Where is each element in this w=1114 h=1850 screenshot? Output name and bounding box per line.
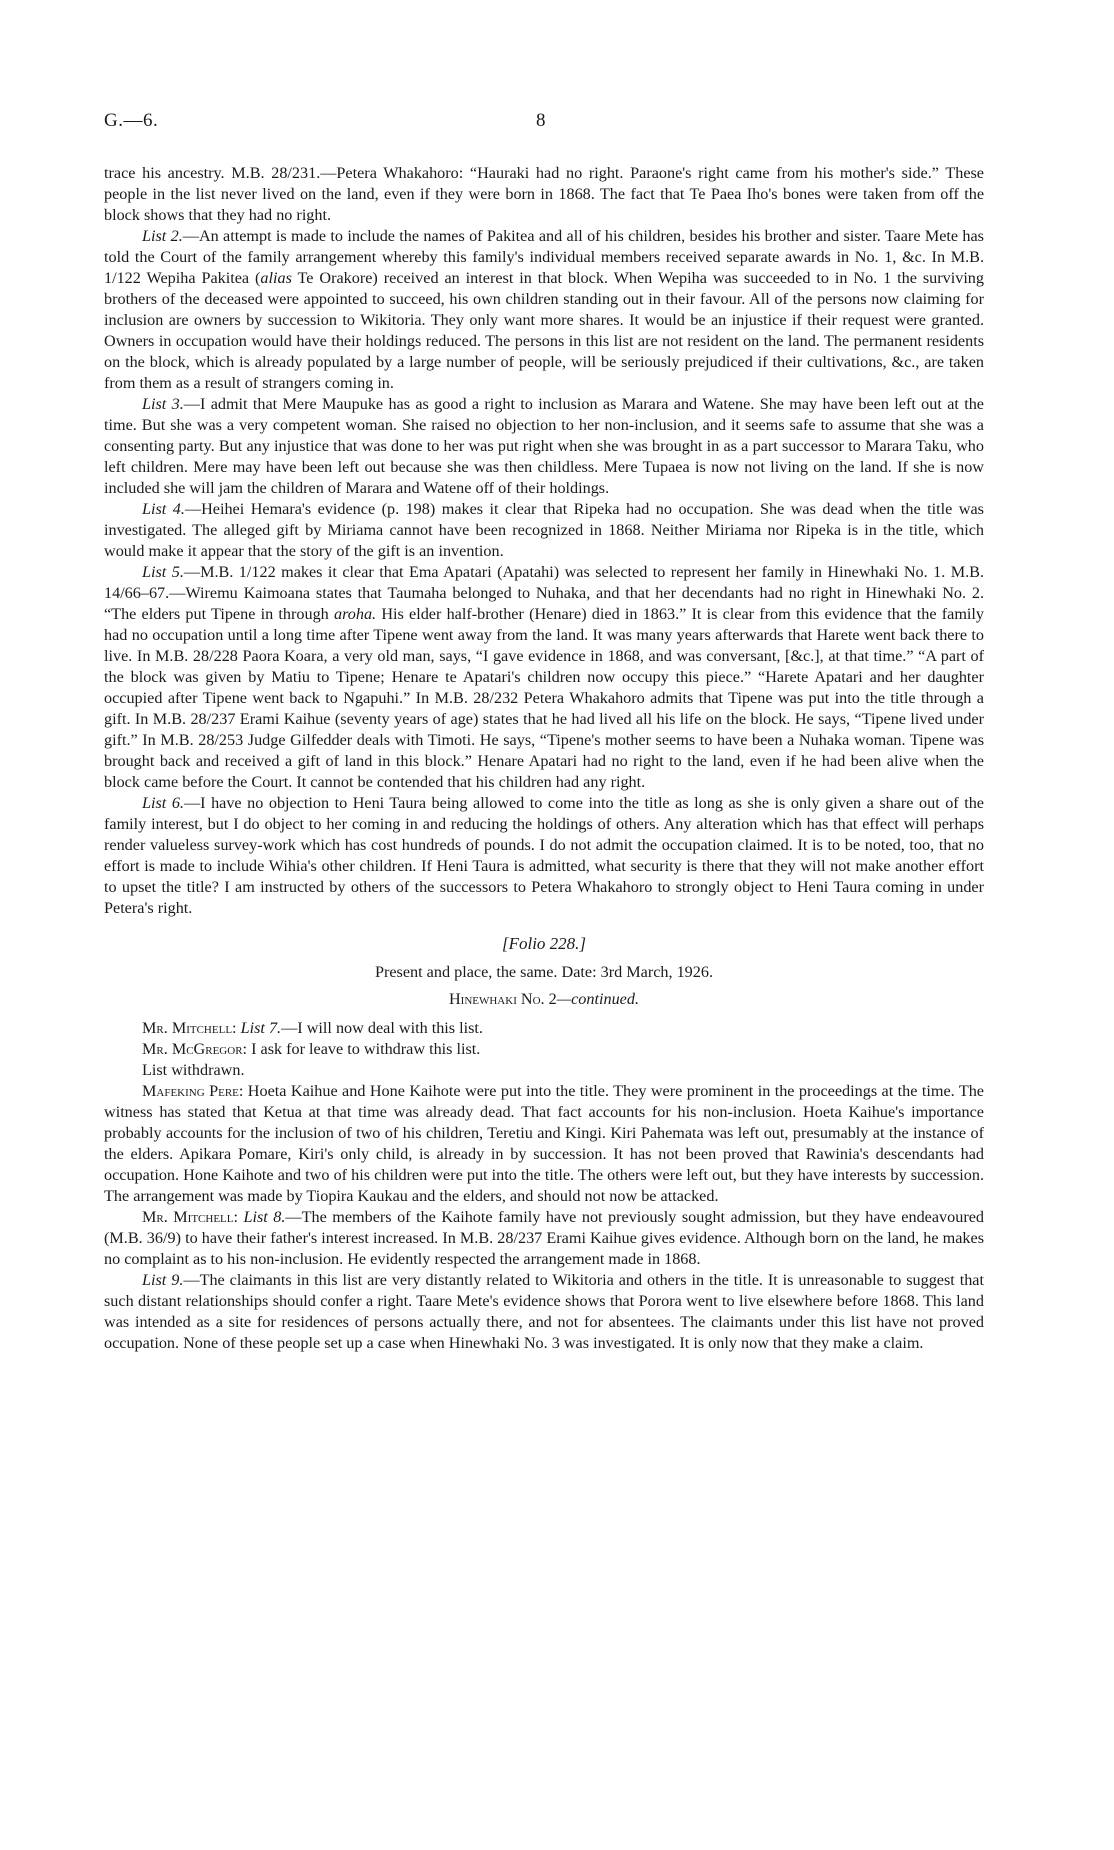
mcgregor-text: I ask for leave to withdraw this list. — [247, 1040, 481, 1058]
speaker-mcgregor: Mr. McGregor: — [142, 1040, 248, 1058]
paragraph-list-9 — [104, 1270, 984, 1354]
present-and-date: Present and place, the same. Date: 3rd March, 1926. — [374, 963, 714, 981]
document-code: G.—6. — [104, 110, 159, 131]
page-header — [104, 110, 984, 140]
list-5-text-2: His elder half-brother (Henare) died in 1863.” It is clear from this evidence that the family had no occupation until a long time after Tipene went away from the land. It was many years afterwards that Harete went back there to live. In M.B. 28/228 Paora Koara, a very old man, says, “I gave evidence in 1868, and was conversant, [&c.], at that time.” “A part of the block was given by Matiu to Tipene; Henare te Apatari's children now occupy this piece.” “Harete Apatari and her daughter occupied after Tipene went back to Ngapuhi.” In M.B. 28/232 Petera Whakahoro admits that Tipene was put into the title through a gift. In M.B. 28/237 Erami Kaihue (seventy years of age) states that he had lived all his life on the block. He says, “Tipene lived under gift.” In M.B. 28/253 Judge Gilfedder deals with Timoti. He says, “Tipene's mother seems to have been a Nuhaka woman. Tipene was brought back and received a gift of land in this block.” Henare Apatari had no right to the land, even if he had been alive when the block came before the Court. It cannot be contended that his children had any right. — [104, 605, 984, 791]
list-4-label: List 4. — [142, 500, 185, 518]
list-8-text: —The members of the Kaihote family have not previously sought admission, but they have endeavoured (M.B. 36/9) to have their father's interest increased. In M.B. 28/237 Erami Kaihue gives evidence. Although born on the land, he makes no complaint as to his non-inclusion. He evidently respected the arrangement made in 1868. — [104, 1208, 984, 1268]
subheading-continued: —continued. — [556, 990, 640, 1008]
paragraph-mcgregor — [104, 1039, 984, 1060]
section-subheading — [104, 989, 984, 1010]
list-7-text: —I will now deal with this list. — [281, 1019, 483, 1037]
paragraph-list-withdrawn: List withdrawn. — [142, 1061, 245, 1079]
list-5-text: —M.B. 1/122 makes it clear that Ema Apatari (Apatahi) was selected to represent her family in Hinewhaki No. 1. M.B. 14/66–67.—Wiremu Kaimoana states that Taumaha belonged to Nuhaka, and that her decendants had no right in Hinewhaki No. 2. “The elders put Tipene in through — [104, 563, 984, 623]
list-5-label: List 5. — [142, 563, 184, 581]
paragraph-list-7 — [104, 1018, 984, 1039]
paragraph-list-6 — [104, 793, 984, 919]
list-6-text: —I have no objection to Heni Taura being allowed to come into the title as long as she is only given a share out of the family interest, but I do object to her coming in and reducing the holdings of others. Any alteration which has that effect will perhaps render valueless survey-work which has cost hundreds of pounds. I do not admit the occupation claimed. It is to be noted, too, that no effort is made to include Wihia's other children. If Heni Taura is admitted, what security is there that they will not make another effort to upset the title? I am instructed by others of the successors to Petera Whakahoro to strongly object to Heni Taura coming in under Petera's right. — [104, 794, 984, 917]
list-2-text: —An attempt is made to include the names of Pakitea and all of his children, besides his brother and sister. Taare Mete has told the Court of the family arrangement whereby this family's individual members received separate awards in No. 1, &c. In M.B. 1/122 Wepiha Pakitea ( — [104, 227, 984, 287]
speaker-mafeking-pere: Mafeking Pere: — [142, 1082, 244, 1100]
mafeking-pere-text: Hoeta Kaihue and Hone Kaihote were put into the title. They were prominent in the proceedings at the time. The witness has stated that Ketua at that time was already dead. That fact accounts for his non-inclusion. Hoeta Kaihue's importance probably accounts for the inclusion of two of his children, Teretiu and Kingi. Kiri Pahemata was left out, presumably at the instance of the elders. Apikara Pomare, Kiri's only child, is already in by succession. It has not been proved that Rawinia's descendants had occupation. Hone Kaihote and two of his children were put into the title. The others were left out, but they have interests by succession. The arrangement was made by Tiopira Kaukau and the elders, and should not now be attacked. — [104, 1082, 984, 1205]
document-body — [104, 163, 984, 1354]
list-3-label: List 3. — [142, 395, 184, 413]
paragraph-list-8 — [104, 1207, 984, 1270]
speaker-mitchell: Mr. Mitchell: — [142, 1019, 237, 1037]
paragraph-list-5 — [104, 562, 984, 793]
list-6-label: List 6. — [142, 794, 184, 812]
paragraph-1: trace his ancestry. M.B. 28/231.—Petera Whakahoro: “Hauraki had no right. Paraone's right came from his mother's side.” These people in the list never lived on the land, even if they were born in 1868. The fact that Te Paea Iho's bones were taken from off the block shows that they had no right. — [104, 164, 984, 224]
list-5-aroha: aroha. — [333, 605, 377, 623]
list-4-text: —Heihei Hemara's evidence (p. 198) makes it clear that Ripeka had no occupation. She was dead when the title was investigated. The alleged gift by Miriama cannot have been recognized in 1868. Neither Miriama nor Ripeka is in the title, which would make it appear that the story of the gift is an invention. — [104, 500, 984, 560]
speaker-mitchell-2: Mr. Mitchell: — [142, 1208, 238, 1226]
page-number: 8 — [536, 110, 546, 131]
list-9-label: List 9. — [142, 1271, 184, 1289]
list-3-text: —I admit that Mere Maupuke has as good a right to inclusion as Marara and Watene. She may have been left out at the time. But she was a very competent woman. She raised no objection to her non-inclusion, and it seems safe to assume that she was a consenting party. But any injustice that was done to her was put right when she was brought in as a part successor to Marara Taku, who left children. Mere may have been left out because she was then childless. Mere Tupaea is now not living on the land. If she is now included she will jam the children of Marara and Watene off of their holdings. — [104, 395, 984, 497]
list-8-label: List 8. — [243, 1208, 286, 1226]
folio-reference: [Folio 228.] — [501, 934, 587, 953]
list-2-text-2: Te Orakore) received an interest in that block. When Wepiha was succeeded to in No. 1 the surviving brothers of the deceased were appointed to succeed, his own children standing out in their favour. All of the persons now claiming for inclusion are owners by succession to Wikitoria. They only want more shares. It would be an injustice if their request were granted. Owners in occupation would have their holdings reduced. The persons in this list are not resident on the land. The permanent residents on the block, which is already populated by a large number of people, will be seriously prejudiced if their cultivations, &c., are taken from them as a result of strangers coming in. — [104, 269, 984, 392]
paragraph-mafeking-pere — [104, 1081, 984, 1207]
list-7-label: List 7. — [240, 1019, 282, 1037]
paragraph-list-3 — [104, 394, 984, 499]
list-9-text: —The claimants in this list are very distantly related to Wikitoria and others in the title. It is unreasonable to suggest that such distant relationships should confer a right. Taare Mete's evidence shows that Porora went to live elsewhere before 1868. This land was intended as a site for residences of persons actually there, and not for absentees. The claimants under this list have not proved occupation. None of these people set up a case when Hinewhaki No. 3 was investigated. It is only now that they make a claim. — [104, 1271, 984, 1352]
paragraph-list-4 — [104, 499, 984, 562]
paragraph-list-2 — [104, 226, 984, 394]
list-2-label: List 2. — [142, 227, 183, 245]
subheading-name: Hinewhaki No. 2 — [448, 990, 557, 1008]
list-2-alias: alias — [260, 269, 292, 287]
